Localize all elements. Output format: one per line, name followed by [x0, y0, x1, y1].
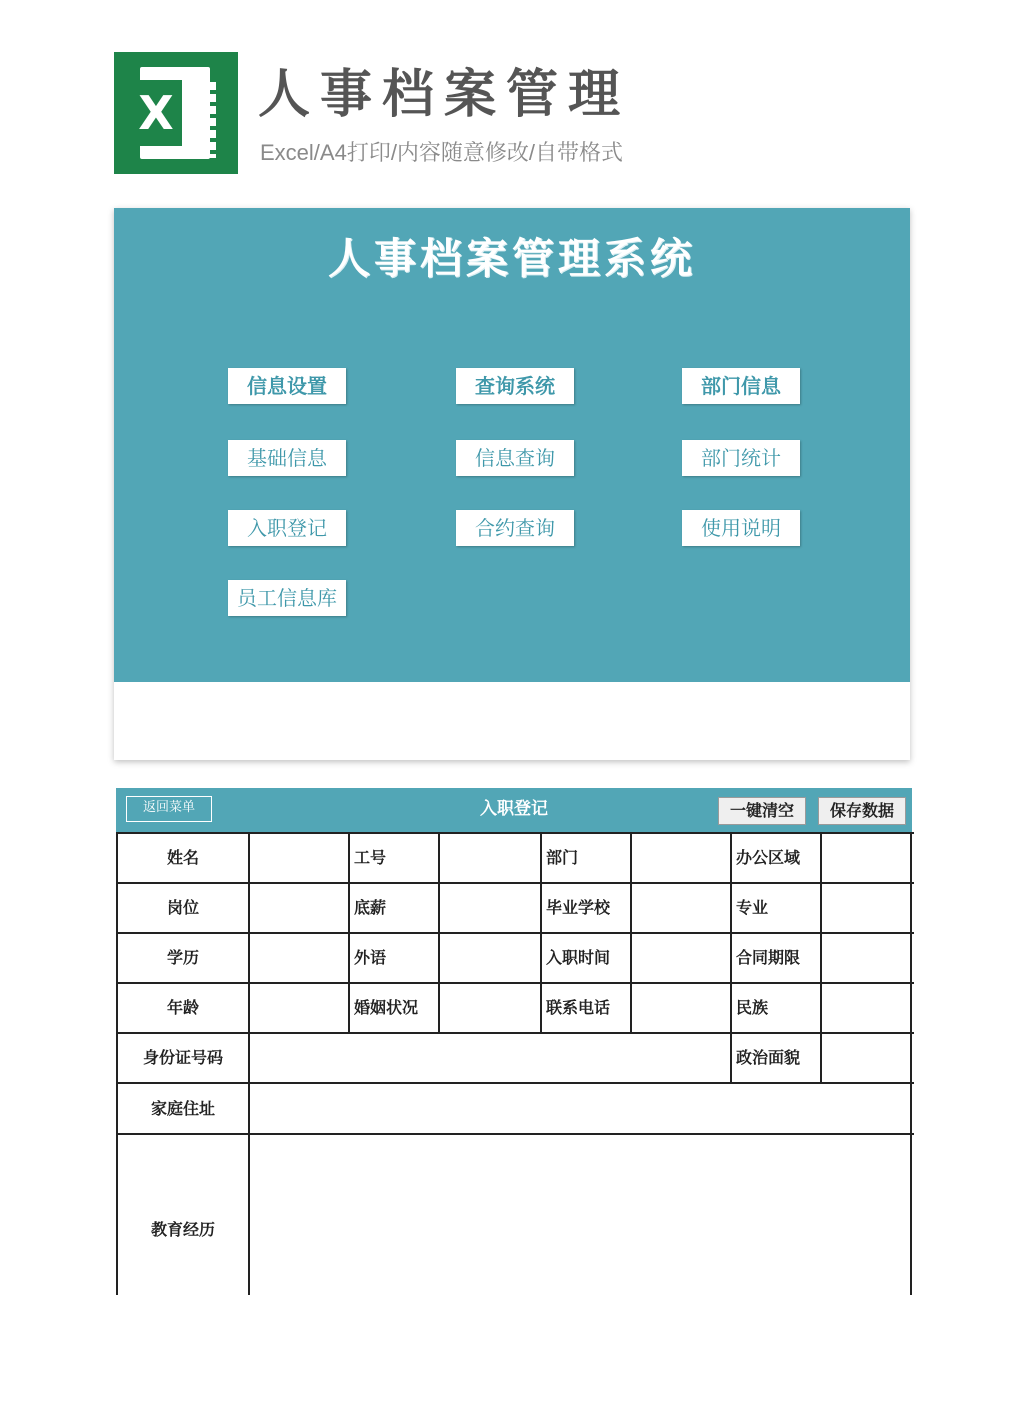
label-education: 学历 [166, 948, 199, 967]
label-edu-history: 教育经历 [150, 1220, 215, 1239]
menu-card [114, 208, 910, 760]
label-age: 年龄 [166, 998, 199, 1017]
menu-panel [114, 208, 910, 682]
label-marital: 婚姻状况 [354, 998, 419, 1017]
input-name[interactable] [250, 834, 348, 882]
label-salary: 底薪 [354, 898, 387, 917]
label-language: 外语 [354, 948, 387, 967]
input-marital[interactable] [440, 984, 540, 1032]
input-emp-id[interactable] [440, 834, 540, 882]
input-office[interactable] [822, 834, 912, 882]
input-hire-date[interactable] [632, 934, 730, 982]
menu-button-contract-query[interactable]: 合约查询 [456, 510, 574, 546]
input-language[interactable] [440, 934, 540, 982]
label-name: 姓名 [166, 848, 199, 867]
menu-button-onboarding[interactable]: 入职登记 [228, 510, 346, 546]
page-subtitle: Excel/A4打印/内容随意修改/自带格式 [260, 140, 624, 165]
excel-x-icon: X [130, 80, 182, 146]
input-contract[interactable] [822, 934, 912, 982]
input-politics[interactable] [822, 1034, 912, 1082]
label-contract: 合同期限 [736, 948, 801, 967]
input-edu-history[interactable] [250, 1135, 912, 1295]
menu-button-basic-info[interactable]: 基础信息 [228, 440, 346, 476]
menu-button-instructions[interactable]: 使用说明 [682, 510, 800, 546]
label-position: 岗位 [166, 898, 199, 917]
save-data-button[interactable]: 保存数据 [818, 797, 906, 825]
menu-button-query-system[interactable]: 查询系统 [456, 368, 574, 404]
input-position[interactable] [250, 884, 348, 932]
clear-all-button[interactable]: 一键清空 [718, 797, 806, 825]
menu-button-dept-stats[interactable]: 部门统计 [682, 440, 800, 476]
excel-logo [114, 52, 238, 174]
label-id-number: 身份证号码 [142, 1048, 223, 1067]
page-title: 人事档案管理 [258, 64, 631, 125]
label-school: 毕业学校 [546, 898, 611, 917]
input-major[interactable] [822, 884, 912, 932]
label-office: 办公区域 [736, 848, 801, 867]
label-emp-id: 工号 [354, 848, 387, 867]
input-dept[interactable] [632, 834, 730, 882]
input-phone[interactable] [632, 984, 730, 1032]
menu-button-info-query[interactable]: 信息查询 [456, 440, 574, 476]
back-to-menu-button[interactable]: 返回菜单 [126, 796, 212, 822]
grid-icon [180, 82, 216, 158]
menu-button-info-settings[interactable]: 信息设置 [228, 368, 346, 404]
input-address[interactable] [250, 1084, 912, 1133]
label-major: 专业 [736, 898, 769, 917]
input-salary[interactable] [440, 884, 540, 932]
label-phone: 联系电话 [546, 998, 611, 1017]
menu-button-dept-info[interactable]: 部门信息 [682, 368, 800, 404]
label-dept: 部门 [546, 848, 579, 867]
menu-button-employee-db[interactable]: 员工信息库 [228, 580, 346, 616]
label-politics: 政治面貌 [736, 1048, 801, 1067]
label-address: 家庭住址 [150, 1099, 215, 1118]
grid-line [348, 832, 350, 1032]
onboarding-form [116, 832, 912, 1295]
input-ethnicity[interactable] [822, 984, 912, 1032]
input-age[interactable] [250, 984, 348, 1032]
input-school[interactable] [632, 884, 730, 932]
label-ethnicity: 民族 [736, 998, 769, 1017]
form-toolbar [116, 788, 912, 832]
input-id-number[interactable] [250, 1034, 730, 1082]
input-education[interactable] [250, 934, 348, 982]
form-title: 入职登记 [480, 799, 548, 819]
label-hire-date: 入职时间 [546, 948, 611, 967]
grid-line [540, 832, 542, 1032]
menu-title: 人事档案管理系统 [327, 234, 696, 283]
grid-line [730, 832, 732, 1082]
